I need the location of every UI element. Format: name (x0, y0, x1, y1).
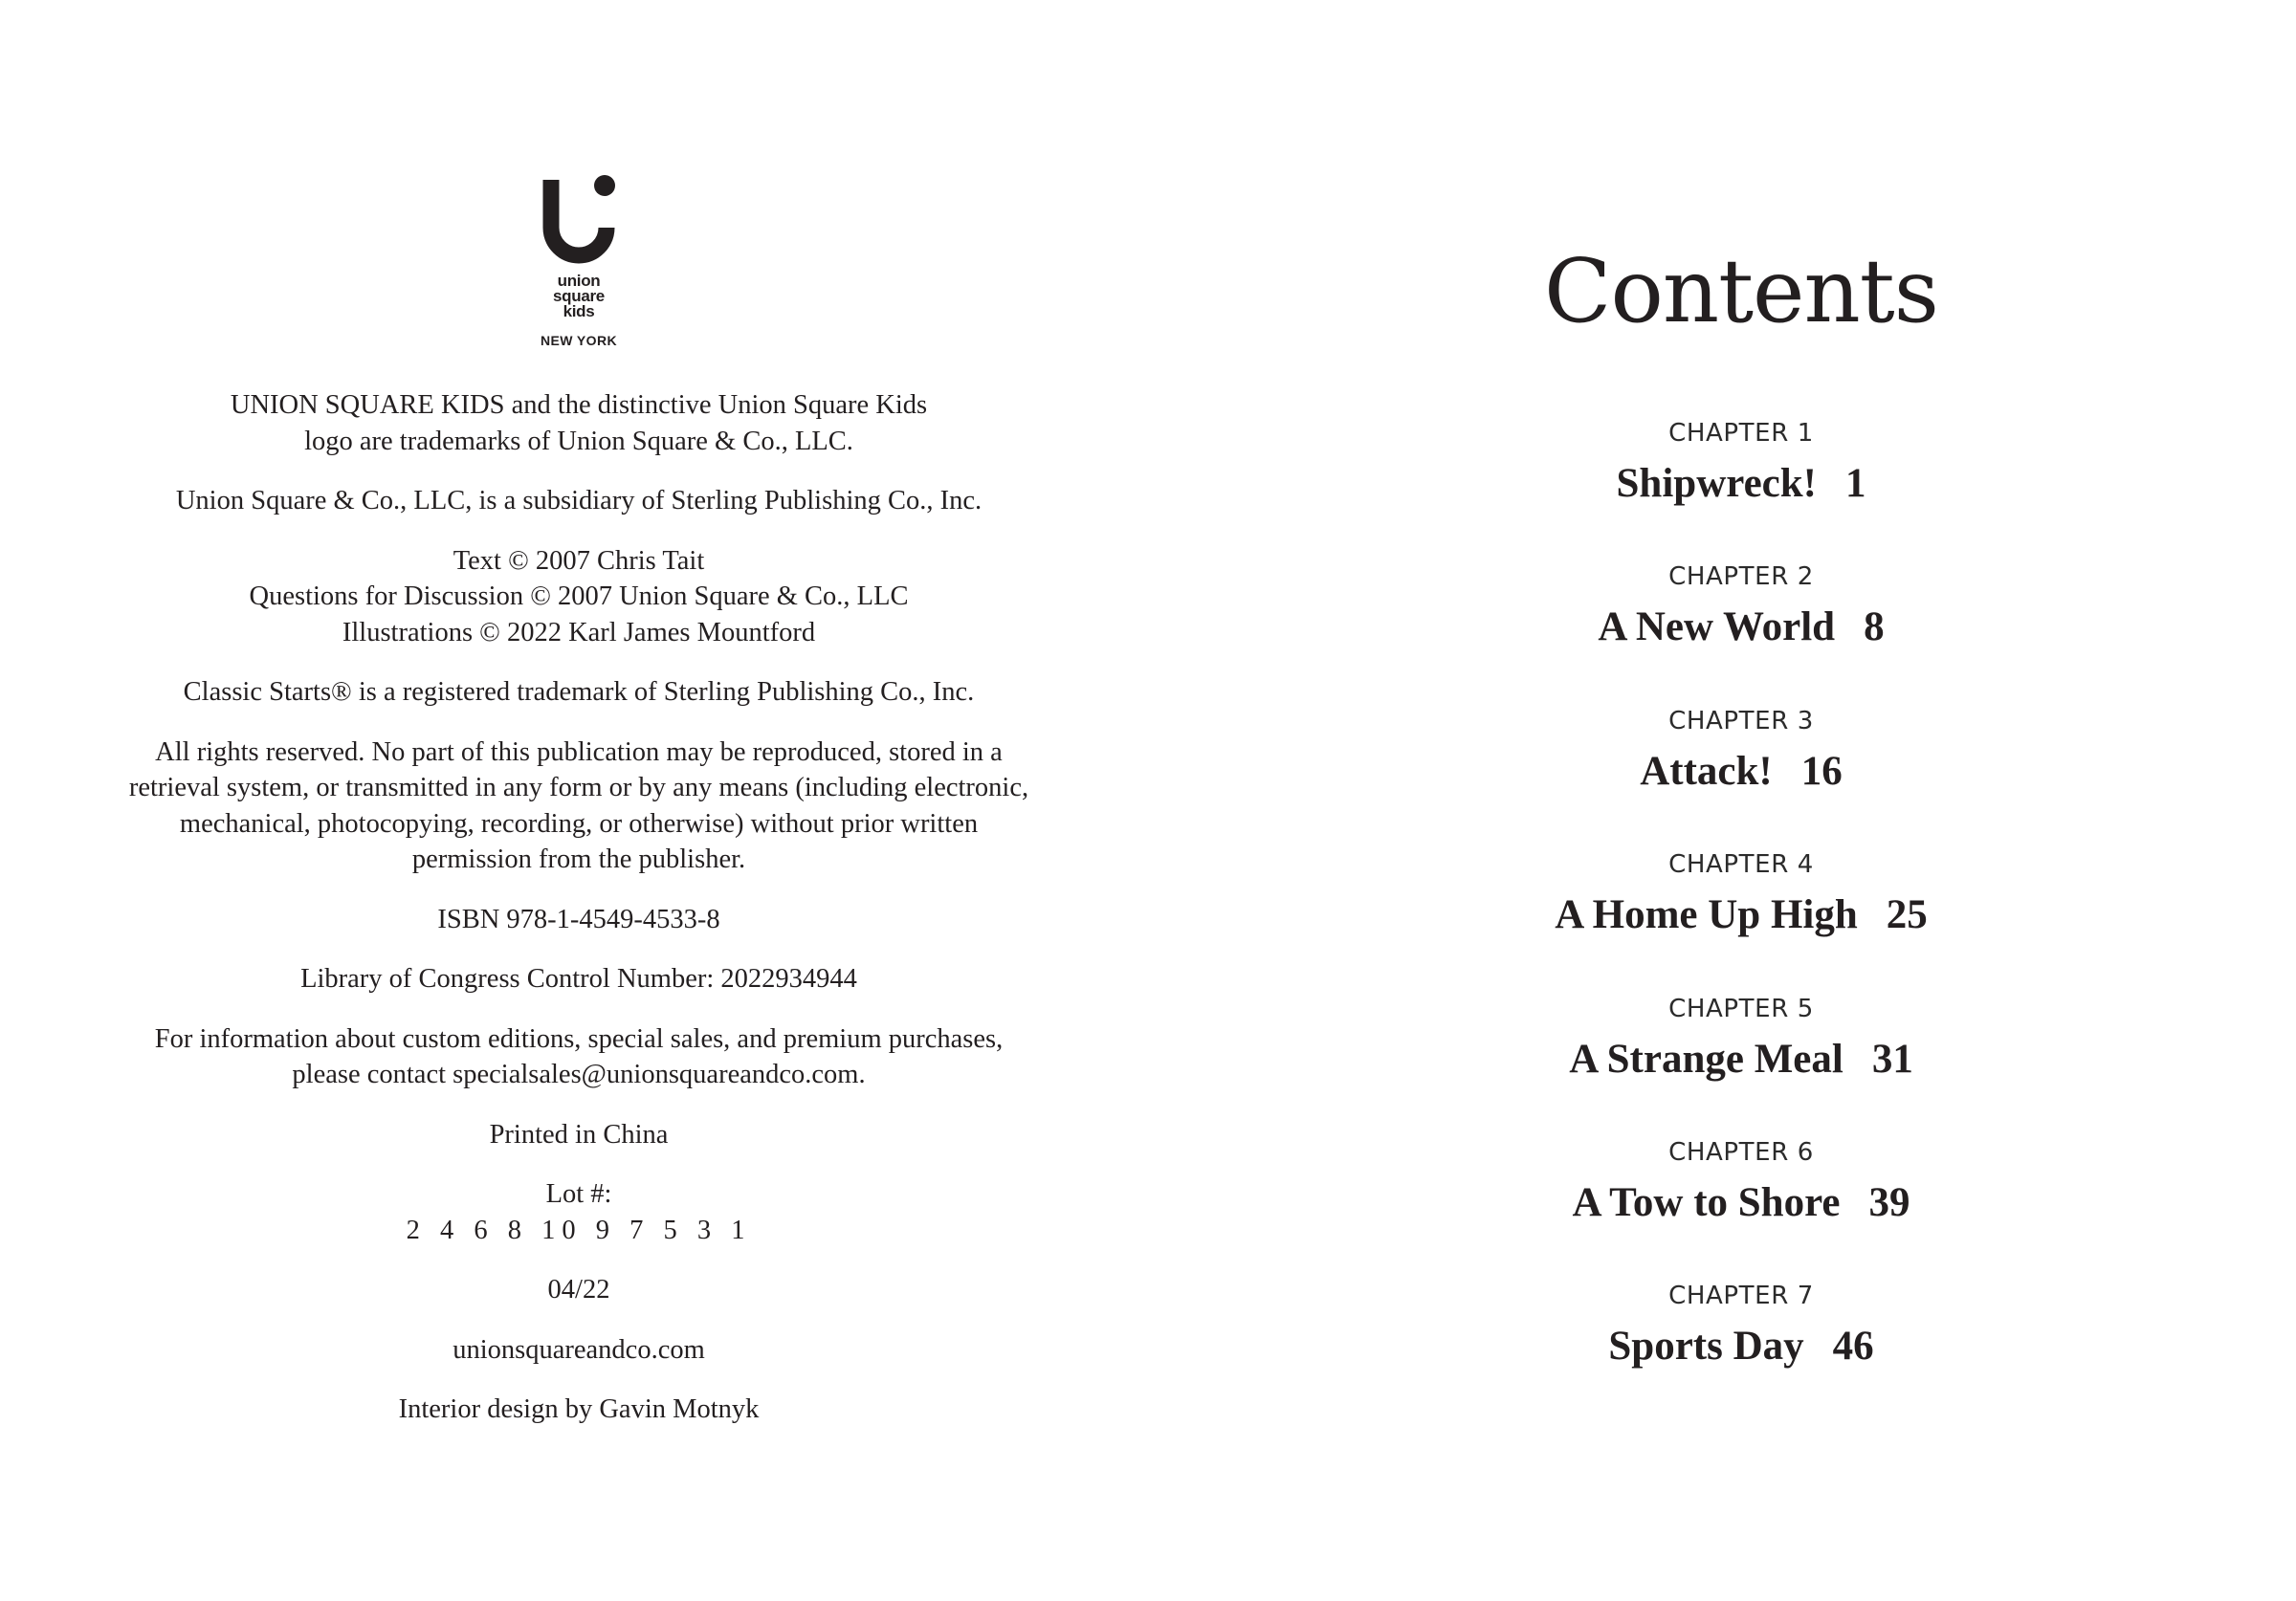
chapter-label: CHAPTER 5 (1668, 994, 1814, 1023)
chapter-page-number: 16 (1800, 748, 1843, 794)
custom-editions-notice (105, 1021, 1052, 1093)
text-line: Illustrations © 2022 Karl James Mountford (342, 617, 816, 647)
toc-entry-chapter-2 (1339, 560, 2143, 704)
text-line: Questions for Discussion © 2007 Union Square & Co., LLC (249, 581, 909, 611)
chapter-title-line (1339, 747, 2143, 797)
copyright-block (105, 387, 1052, 1452)
chapter-title-line (1339, 1178, 2143, 1228)
lot-label: Lot #: (545, 1179, 612, 1209)
contents-page (1339, 0, 2143, 1601)
toc-entry-chapter-3 (1339, 705, 2143, 848)
chapter-label: CHAPTER 6 (1668, 1137, 1814, 1167)
logo-wordmark (105, 274, 1052, 319)
text-line: retrieval system, or transmitted in any form or by any means (including electronic, (128, 773, 1029, 802)
logo-city: NEW YORK (541, 333, 617, 348)
text-line: please contact specialsales@unionsquareandco.com. (292, 1060, 866, 1089)
logo-word: square (553, 287, 605, 305)
chapter-page-number: 1 (1844, 461, 1866, 506)
text-line: logo are trademarks of Union Square & Co., LLC. (304, 426, 853, 456)
chapter-label: CHAPTER 7 (1668, 1282, 1814, 1311)
chapter-title: A Home Up High (1555, 892, 1858, 938)
chapter-title-line (1339, 890, 2143, 940)
toc-entry-chapter-4 (1339, 848, 2143, 992)
logo-word: union (557, 272, 601, 290)
classic-starts-trademark (105, 674, 1052, 711)
chapter-page-number: 39 (1868, 1179, 1910, 1225)
text-line: ISBN 978-1-4549-4533-8 (437, 904, 720, 934)
rights-reserved-notice (105, 735, 1052, 878)
isbn (105, 902, 1052, 938)
chapter-title: A New World (1598, 604, 1836, 650)
chapter-page-number: 46 (1832, 1324, 1874, 1370)
text-line: Printed in China (489, 1119, 669, 1150)
chapter-title: Shipwreck! (1616, 461, 1817, 506)
table-of-contents (1339, 417, 2143, 1424)
text-line: UNION SQUARE KIDS and the distinctive Union Square Kids (230, 390, 928, 420)
chapter-title: A Strange Meal (1569, 1036, 1843, 1082)
toc-entry-chapter-6 (1339, 1136, 2143, 1280)
text-line: unionsquareandco.com (453, 1334, 705, 1365)
text-line: mechanical, photocopying, recording, or otherwise) without prior written (179, 808, 979, 839)
text-line: permission from the publisher. (411, 844, 746, 874)
copyright-page (105, 0, 1052, 1601)
chapter-label: CHAPTER 3 (1668, 706, 1814, 735)
toc-entry-chapter-1 (1339, 417, 2143, 560)
text-line: Text © 2007 Chris Tait (453, 545, 705, 576)
chapter-title-line (1339, 603, 2143, 652)
text-line: Library of Congress Control Number: 2022934944 (300, 964, 857, 994)
website (105, 1332, 1052, 1369)
interior-design-credit (105, 1392, 1052, 1428)
text-line: 04/22 (547, 1275, 610, 1305)
toc-entry-chapter-7 (1339, 1280, 2143, 1423)
loc-control-number (105, 961, 1052, 998)
text-line: Interior design by Gavin Motnyk (398, 1394, 760, 1424)
page-title: Contents (1544, 240, 1938, 342)
chapter-title-line (1339, 459, 2143, 509)
chapter-title-line (1339, 1035, 2143, 1085)
union-square-kids-logo-icon (538, 172, 620, 268)
chapter-label: CHAPTER 1 (1668, 419, 1814, 448)
toc-entry-chapter-5 (1339, 993, 2143, 1136)
chapter-label: CHAPTER 2 (1668, 562, 1814, 592)
publisher-logo (105, 172, 1052, 348)
text-line: Classic Starts® is a registered trademark of Sterling Publishing Co., Inc. (183, 677, 975, 707)
lot-info (105, 1176, 1052, 1248)
chapter-title: A Tow to Shore (1572, 1179, 1841, 1225)
trademark-notice (105, 387, 1052, 459)
chapter-page-number: 8 (1864, 604, 1885, 650)
date-code (105, 1272, 1052, 1308)
subsidiary-notice (105, 483, 1052, 519)
chapter-label: CHAPTER 4 (1668, 850, 1814, 880)
copyright-credits (105, 543, 1052, 651)
printed-in (105, 1117, 1052, 1153)
chapter-title-line (1339, 1322, 2143, 1371)
chapter-page-number: 25 (1886, 892, 1928, 938)
logo-word: kids (563, 302, 595, 320)
chapter-page-number: 31 (1871, 1036, 1913, 1082)
text-line: For information about custom editions, special sales, and premium purchases, (154, 1023, 1004, 1054)
text-line: Union Square & Co., LLC, is a subsidiary of Sterling Publishing Co., Inc. (175, 486, 982, 515)
lot-number: 2 4 6 8 10 9 7 5 3 1 (406, 1215, 752, 1245)
chapter-title: Sports Day (1608, 1324, 1804, 1370)
chapter-title: Attack! (1640, 748, 1773, 794)
text-line: All rights reserved. No part of this publication may be reproduced, stored in a (155, 736, 1003, 767)
